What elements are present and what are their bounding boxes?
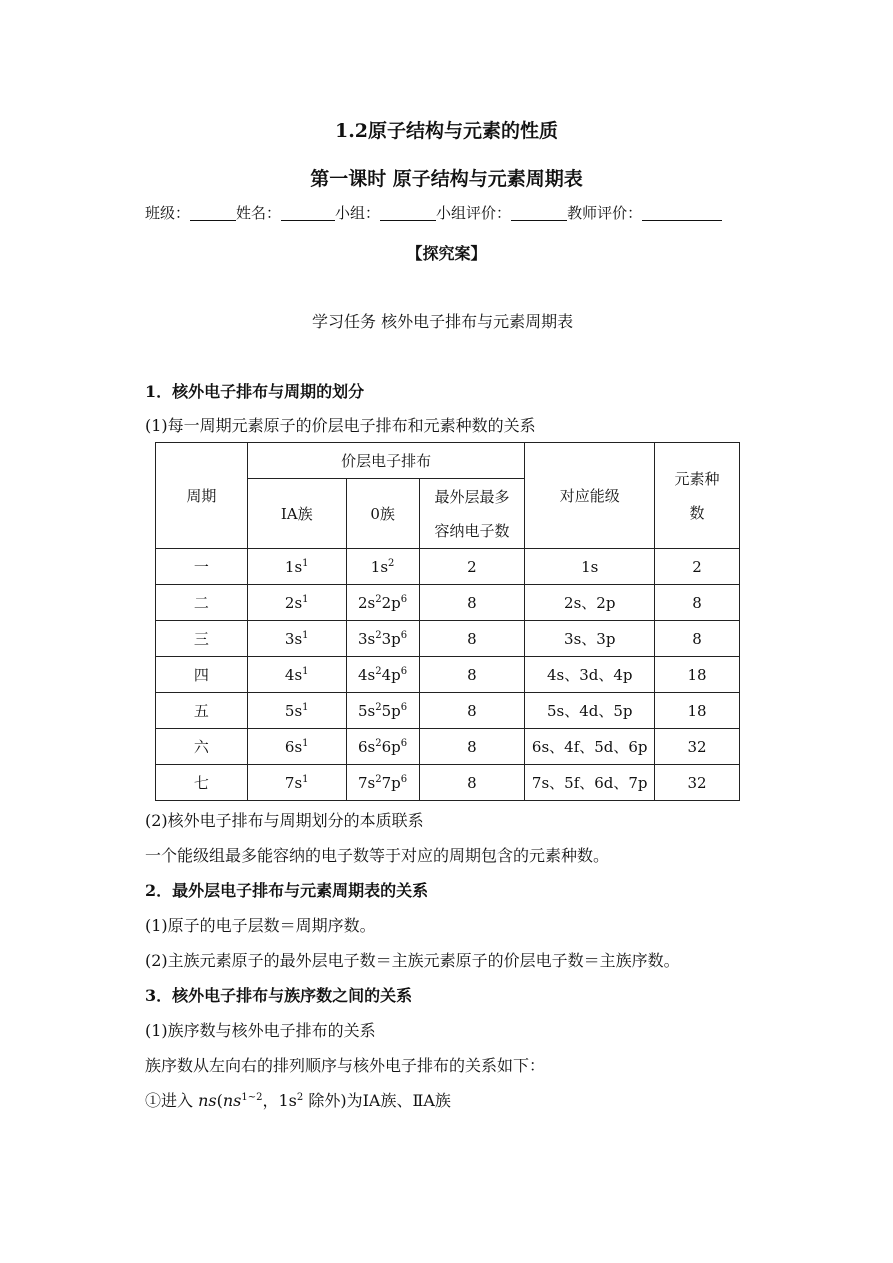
header-count	[655, 443, 740, 549]
cell-count: 18	[655, 657, 740, 693]
group0-orbital: 3p	[381, 629, 401, 648]
group-eval-blank[interactable]	[511, 205, 567, 221]
group1-sup: 1	[302, 629, 309, 641]
ns-sup: 1~2	[241, 1092, 263, 1103]
header-group0: 0族	[346, 479, 419, 549]
cell-levels: 7s、5f、6d、7p	[525, 765, 655, 801]
group0-sup: 2	[375, 629, 382, 641]
comma: ，	[262, 1091, 279, 1110]
s1-sup: 2	[296, 1092, 304, 1103]
table-row	[156, 693, 740, 729]
group0-sup: 2	[375, 773, 382, 785]
group1-config: 6s	[284, 737, 303, 756]
group0-sup: 2	[375, 665, 382, 677]
group1-sup: 1	[302, 701, 309, 713]
cell-group1	[247, 729, 346, 765]
teacher-eval-label: 教师评价：	[567, 204, 643, 222]
group0-sup: 6	[400, 737, 408, 749]
ns-term: ns	[198, 1091, 217, 1110]
period-table	[155, 442, 740, 801]
subheading-2: (2)核外电子排布与周期划分的本质联系	[145, 811, 424, 830]
section-label: 【探究案】	[406, 244, 487, 263]
group0-orbital: 2s	[358, 593, 376, 612]
cell-period: 二	[156, 585, 248, 621]
cell-levels: 5s、4d、5p	[525, 693, 655, 729]
cell-period: 六	[156, 729, 248, 765]
table-row	[156, 765, 740, 801]
group0-orbital: 1s	[370, 557, 389, 576]
group0-sup: 6	[400, 629, 408, 641]
group1-config: 3s	[284, 629, 303, 648]
point-1: (1)原子的电子层数＝周期序数。	[145, 916, 376, 935]
cell-period: 五	[156, 693, 248, 729]
cell-max: 8	[419, 621, 525, 657]
name-label: 姓名：	[236, 204, 282, 222]
cell-max: 8	[419, 657, 525, 693]
group-label: 小组：	[335, 204, 381, 222]
heading-1: 1．核外电子排布与周期的划分	[145, 382, 365, 401]
cell-levels: 6s、4f、5d、6p	[525, 729, 655, 765]
point-2: (2)主族元素原子的最外层电子数＝主族元素原子的价层电子数＝主族序数。	[145, 951, 680, 970]
header-count-line2: 数	[689, 503, 705, 522]
cell-max: 8	[419, 585, 525, 621]
group1-sup: 1	[302, 665, 309, 677]
group0-sup: 6	[400, 773, 408, 785]
group0-orbital: 5s	[358, 701, 376, 720]
heading-3: 3．核外电子排布与族序数之间的关系	[145, 986, 413, 1005]
header-levels: 对应能级	[525, 443, 655, 549]
class-blank[interactable]	[190, 205, 236, 221]
cell-group1	[247, 765, 346, 801]
group1-config: 4s	[284, 665, 303, 684]
group1-sup: 1	[302, 593, 309, 605]
group1-sup: 1	[302, 557, 309, 569]
group1-sup: 1	[302, 773, 309, 785]
cell-levels: 4s、3d、4p	[525, 657, 655, 693]
group1-config: 2s	[284, 593, 303, 612]
table-row	[156, 549, 740, 585]
name-blank[interactable]	[281, 205, 335, 221]
group0-sup: 6	[400, 593, 408, 605]
cell-count: 32	[655, 729, 740, 765]
header-period: 周期	[156, 443, 248, 549]
cell-max: 8	[419, 765, 525, 801]
paragraph-2: 族序数从左向右的排列顺序与核外电子排布的关系如下：	[145, 1056, 546, 1075]
cell-group0	[346, 729, 419, 765]
group0-orbital: 4p	[381, 665, 401, 684]
s1-term: 1s	[278, 1091, 297, 1110]
teacher-eval-blank[interactable]	[642, 205, 722, 221]
cell-group0	[346, 549, 419, 585]
task-title: 学习任务 核外电子排布与元素周期表	[312, 312, 574, 331]
cell-max: 2	[419, 549, 525, 585]
cell-levels: 3s、3p	[525, 621, 655, 657]
table-row	[156, 657, 740, 693]
cell-group0	[346, 765, 419, 801]
paragraph-1: 一个能级组最多能容纳的电子数等于对应的周期包含的元素种数。	[145, 846, 610, 865]
cell-period: 七	[156, 765, 248, 801]
cell-group1	[247, 657, 346, 693]
cell-period: 三	[156, 621, 248, 657]
cell-period: 一	[156, 549, 248, 585]
table-row	[156, 729, 740, 765]
group0-orbital: 6p	[381, 737, 401, 756]
header-max-line2: 容纳电子数	[434, 521, 510, 540]
group0-sup: 2	[375, 737, 382, 749]
point-3: (1)族序数与核外电子排布的关系	[145, 1021, 376, 1040]
group0-sup: 6	[400, 701, 408, 713]
cell-count: 18	[655, 693, 740, 729]
cell-group1	[247, 693, 346, 729]
cell-period: 四	[156, 657, 248, 693]
student-info-line	[145, 202, 722, 223]
group0-orbital: 3s	[358, 629, 376, 648]
group0-sup: 6	[400, 665, 408, 677]
cell-count: 2	[655, 549, 740, 585]
group0-sup: 2	[388, 557, 395, 569]
last-line	[145, 1088, 451, 1111]
subheading-1: (1)每一周期元素原子的价层电子排布和元素种数的关系	[145, 416, 536, 435]
group0-orbital: 7s	[358, 773, 376, 792]
cell-group1	[247, 549, 346, 585]
group1-config: 7s	[284, 773, 303, 792]
header-max	[419, 479, 525, 549]
cell-group0	[346, 621, 419, 657]
cell-levels: 2s、2p	[525, 585, 655, 621]
group0-orbital: 5p	[381, 701, 401, 720]
paren-open: (	[216, 1091, 223, 1110]
class-label: 班级：	[145, 204, 191, 222]
cell-count: 8	[655, 585, 740, 621]
cell-group1	[247, 585, 346, 621]
header-valence: 价层电子排布	[247, 443, 525, 479]
group1-config: 1s	[284, 557, 303, 576]
group0-orbital: 7p	[381, 773, 401, 792]
ns-term-2: ns	[222, 1091, 242, 1110]
group0-sup: 2	[375, 701, 382, 713]
cell-max: 8	[419, 693, 525, 729]
table-body	[156, 549, 740, 801]
group-blank[interactable]	[380, 205, 436, 221]
document-title: 1.2原子结构与元素的性质	[334, 120, 559, 142]
table-row	[156, 585, 740, 621]
table-row	[156, 621, 740, 657]
group-eval-label: 小组评价：	[436, 204, 512, 222]
last-line-prefix: ①进入	[145, 1091, 199, 1110]
cell-group1	[247, 621, 346, 657]
cell-group0	[346, 693, 419, 729]
cell-count: 8	[655, 621, 740, 657]
cell-max: 8	[419, 729, 525, 765]
group0-orbital: 6s	[358, 737, 376, 756]
group0-orbital: 2p	[381, 593, 401, 612]
header-count-line1: 元素种	[674, 469, 720, 488]
document-subtitle: 第一课时 原子结构与元素周期表	[310, 168, 583, 190]
header-group1: ⅠA族	[247, 479, 346, 549]
cell-group0	[346, 657, 419, 693]
cell-group0	[346, 585, 419, 621]
group0-orbital: 4s	[358, 665, 376, 684]
cell-levels: 1s	[525, 549, 655, 585]
group1-sup: 1	[302, 737, 309, 749]
group1-config: 5s	[284, 701, 303, 720]
header-max-line1: 最外层最多	[434, 487, 510, 506]
heading-2: 2．最外层电子排布与元素周期表的关系	[145, 881, 429, 900]
cell-count: 32	[655, 765, 740, 801]
last-line-rest: 除外)为ⅠA族、ⅡA族	[303, 1091, 451, 1110]
group0-sup: 2	[375, 593, 382, 605]
